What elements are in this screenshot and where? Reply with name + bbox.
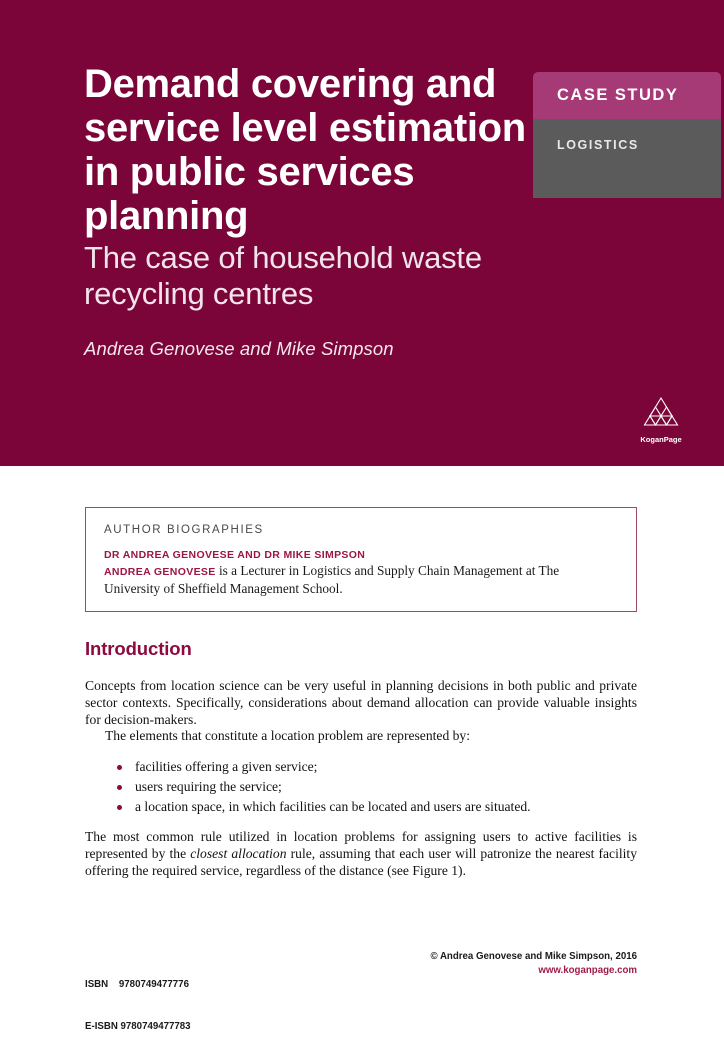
list-item: facilities offering a given service; <box>117 757 637 777</box>
header-banner <box>0 0 724 466</box>
closest-allocation-emphasis: closest allocation <box>190 845 287 861</box>
paragraph-3-text-before: The most common rule utilized in location problems for assigning users to active facilities is represented by the <box>85 829 637 861</box>
bio-paragraph <box>104 563 618 597</box>
page-title: Demand covering and service level estimation in public services planning <box>84 62 526 238</box>
bio-authors-line: DR ANDREA GENOVESE AND DR MIKE SIMPSON <box>104 549 366 561</box>
publisher-website-link[interactable]: www.koganpage.com <box>538 965 637 976</box>
eisbn-line: E-ISBN 9780749477783 <box>85 1021 191 1032</box>
title-block <box>84 62 534 360</box>
paragraph-3-text-after: rule, assuming that each user will patronize the nearest facility offering the required service, regardless of the distance (see Figure 1). <box>85 845 637 878</box>
page-subtitle: The case of household waste recycling centres <box>84 240 482 311</box>
intro-paragraph-2: The elements that constitute a location problem are represented by: <box>105 728 471 744</box>
bio-author-description: is a Lecturer in Logistics and Supply Chain Management at The University of Sheffield Management School. <box>104 563 560 596</box>
kogan-page-logo <box>632 396 690 444</box>
badge-case-study-label: CASE STUDY <box>557 86 679 104</box>
logo-wordmark: KoganPage <box>640 435 682 444</box>
location-elements-list <box>85 757 637 817</box>
bio-author-name: ANDREA GENOVESE <box>104 566 216 578</box>
list-item: users requiring the service; <box>117 777 637 797</box>
bio-box-heading: AUTHOR BIOGRAPHIES <box>104 524 264 536</box>
section-heading-introduction: Introduction <box>85 638 192 659</box>
page-footer <box>85 950 637 1062</box>
intro-paragraph-3 <box>85 829 637 879</box>
copyright-line: © Andrea Genovese and Mike Simpson, 2016 <box>430 951 637 962</box>
badge-category-label: LOGISTICS <box>557 138 639 152</box>
intro-paragraph-1: Concepts from location science can be very useful in planning decisions in both public and private sector contexts. Specifically, considerations about demand allocation can provide valuable insights for decision-makers. <box>85 678 637 727</box>
main-content <box>85 638 637 880</box>
author-biographies-box <box>85 507 637 612</box>
author-byline: Andrea Genovese and Mike Simpson <box>84 338 394 359</box>
badge-case-study-section <box>533 72 721 119</box>
case-study-badge <box>533 72 721 198</box>
badge-category-section <box>533 119 721 198</box>
isbn-line: ISBN 9780749477776 <box>85 979 189 990</box>
isbn-block <box>85 950 191 1062</box>
copyright-block <box>430 950 637 1062</box>
triangle-logo-icon <box>639 396 683 432</box>
list-item: a location space, in which facilities can be located and users are situated. <box>117 797 637 817</box>
